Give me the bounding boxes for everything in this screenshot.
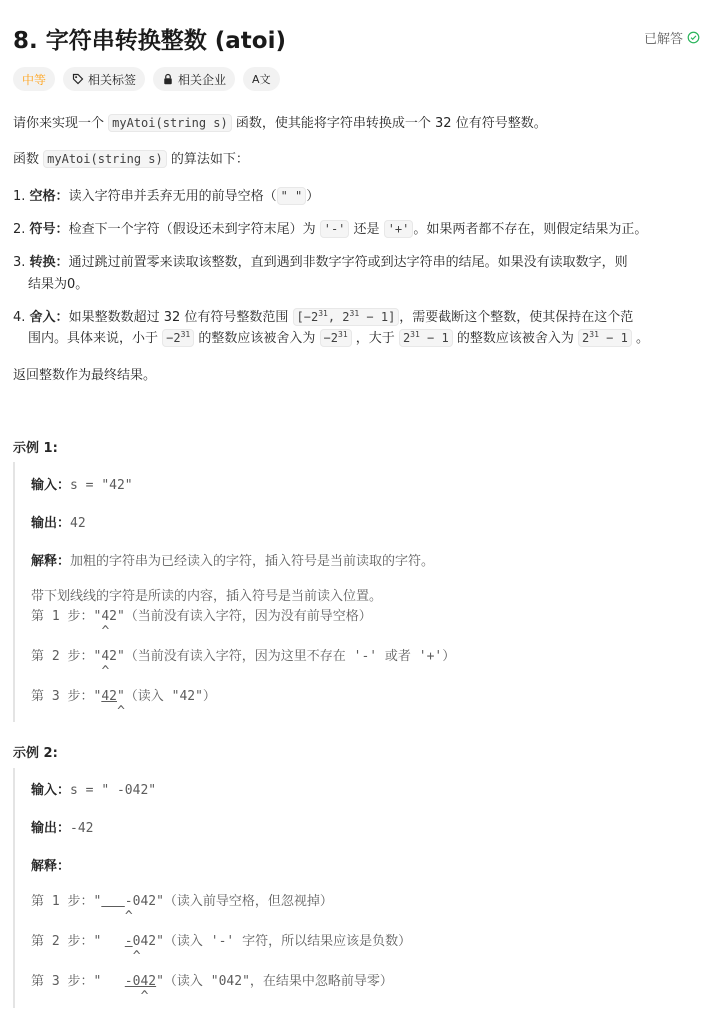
example-1-note: 带下划线线的字符是所读的内容，插入符号是当前读入位置。 bbox=[31, 589, 383, 604]
rule-4 bbox=[13, 306, 633, 325]
example-1-step-3: 第 3 步："42"（读入 "42"） bbox=[31, 689, 216, 704]
example-2-caret-1: ^ bbox=[31, 909, 133, 924]
example-2-explanation: 解释： bbox=[31, 859, 71, 874]
translate-icon: A文 bbox=[252, 73, 271, 86]
example-1-output: 输出：42 bbox=[31, 516, 86, 531]
example-1-caret-2: ^ bbox=[31, 664, 110, 679]
example-2-caret-3: ^ bbox=[31, 989, 149, 1004]
intro-text: 函数，使其能将字符串转换成一个 32 位有符号整数。 bbox=[235, 116, 547, 131]
translate-button[interactable] bbox=[243, 67, 280, 91]
example-2-step-1: 第 1 步：" -042"（读入前导空格，但忽视掉） bbox=[31, 894, 333, 909]
example-1-step-2: 第 2 步："42"（当前没有读入字符，因为这里不存在 '-' 或者 '+'） bbox=[31, 649, 456, 664]
intro-text: 的算法如下： bbox=[170, 152, 249, 167]
list-number: 4. bbox=[13, 310, 26, 325]
check-circle-icon bbox=[687, 31, 700, 44]
inline-code: myAtoi(string s) bbox=[43, 150, 167, 168]
lock-icon bbox=[162, 73, 174, 85]
inline-code: $-2^{31}$ bbox=[162, 329, 194, 347]
rule-2 bbox=[13, 218, 647, 237]
intro-paragraph-2 bbox=[13, 148, 249, 167]
rule-text: 如果整数数超过 32 位有符号整数范围 bbox=[68, 310, 289, 325]
list-number: 2. bbox=[13, 222, 26, 237]
rule-1 bbox=[13, 185, 319, 204]
inline-code: '-' bbox=[320, 220, 350, 238]
related-tags-label: 相关标签 bbox=[88, 72, 137, 87]
tag-row bbox=[13, 67, 280, 91]
rule-text: 通过跳过前置零来读取该整数，直到遇到非数字字符或到达字符串的结尾。如果没有读取数字，则 bbox=[68, 255, 628, 270]
inline-code: $2^{31} - 1$ bbox=[578, 329, 632, 347]
example-1-caret-1: ^ bbox=[31, 624, 110, 639]
rule-text: 。如果两者都不存在，则假定结果为正。 bbox=[413, 222, 648, 237]
inline-code: $-2^{31}$ bbox=[320, 329, 352, 347]
rule-text: 检查下一个字符（假设还未到字符末尾）为 bbox=[68, 222, 316, 237]
inline-code: $2^{31} - 1$ bbox=[399, 329, 453, 347]
example-1-step-1: 第 1 步："42"（当前没有读入字符，因为没有前导空格） bbox=[31, 609, 372, 624]
rule-label: 符号： bbox=[29, 222, 69, 237]
example-2-title: 示例 2: bbox=[13, 746, 58, 761]
rule-text: ，需要截断这个整数，使其保持在这个范 bbox=[399, 310, 634, 325]
inline-code: " " bbox=[277, 187, 307, 205]
intro-text: 请你来实现一个 bbox=[13, 116, 105, 131]
example-2-output: 输出：-42 bbox=[31, 821, 94, 836]
intro-paragraph-1 bbox=[13, 112, 547, 131]
page-title: 8. 字符串转换整数 (atoi) bbox=[13, 28, 286, 54]
inline-code: [$-2^{31}$, $2^{31} - 1$] bbox=[293, 308, 400, 326]
example-1-title: 示例 1: bbox=[13, 441, 58, 456]
example-2-divider bbox=[13, 768, 15, 1008]
example-2-caret-2: ^ bbox=[31, 949, 141, 964]
intro-text: 函数 bbox=[13, 152, 40, 167]
related-companies-label: 相关企业 bbox=[178, 72, 227, 87]
example-1-divider bbox=[13, 462, 15, 722]
difficulty-badge[interactable]: 中等 bbox=[13, 67, 55, 91]
rule-4-cont: 围内。具体来说，小于 $-2^{31}$ 的整数应该被舍入为 $-2^{31}$ ，大于 $2^{31} - 1$ 的整数应该被舍入为 $2^{31} - 1$ 。 bbox=[28, 330, 649, 346]
rule-3-cont: 结果为0。 bbox=[28, 277, 89, 292]
example-2-step-2: 第 2 步：" -042"（读入 '-' 字符，所以结果应该是负数） bbox=[31, 934, 412, 949]
inline-code: '+' bbox=[384, 220, 414, 238]
list-number: 3. bbox=[13, 255, 26, 270]
return-text: 返回整数作为最终结果。 bbox=[13, 368, 157, 383]
example-2-input: 输入：s = " -042" bbox=[31, 783, 157, 798]
example-1-input: 输入：s = "42" bbox=[31, 478, 133, 493]
rule-3 bbox=[13, 251, 628, 270]
example-1-caret-3: ^ bbox=[31, 704, 125, 719]
solved-label: 已解答 bbox=[643, 32, 683, 47]
related-tags-button[interactable] bbox=[63, 67, 145, 91]
rule-text: ） bbox=[306, 189, 320, 204]
example-1-explanation: 解释：加粗的字符串为已经读入的字符，插入符号是当前读取的字符。 bbox=[31, 554, 435, 569]
inline-code: myAtoi(string s) bbox=[108, 114, 232, 132]
rule-label: 转换： bbox=[29, 255, 69, 270]
rule-label: 空格： bbox=[29, 189, 69, 204]
related-companies-button[interactable] bbox=[153, 67, 235, 91]
tag-icon bbox=[72, 73, 84, 85]
solved-status bbox=[644, 28, 700, 47]
rule-text: 读入字符串并丢弃无用的前导空格（ bbox=[68, 189, 277, 204]
rule-label: 舍入： bbox=[29, 310, 69, 325]
rule-text: 还是 bbox=[353, 222, 380, 237]
list-number: 1. bbox=[13, 189, 26, 204]
example-2-step-3: 第 3 步：" -042"（读入 "042"，在结果中忽略前导零） bbox=[31, 974, 393, 989]
